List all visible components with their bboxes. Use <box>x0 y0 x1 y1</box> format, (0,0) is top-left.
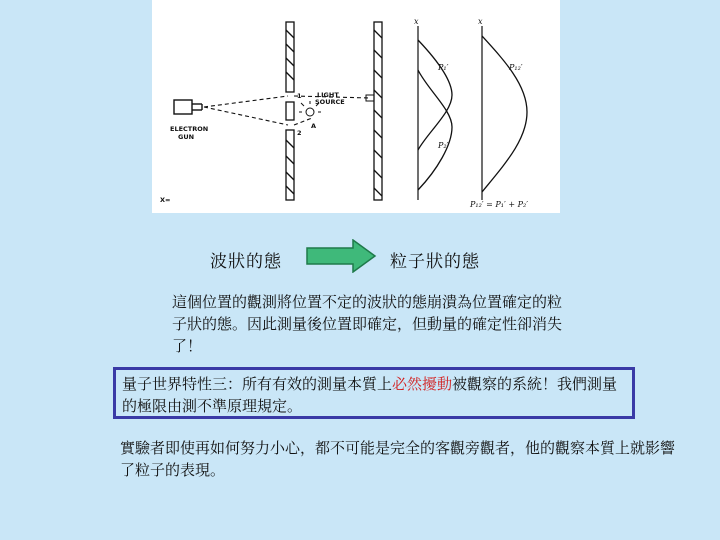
p12-label: P₁₂′ <box>509 63 523 72</box>
wave-state-label: 波狀的態 <box>210 252 282 272</box>
light-source-label: LIGHT <box>317 91 339 99</box>
property-three-after: 被觀察的系統！我們測量的極限由測不準原理規定。 <box>122 375 618 415</box>
observer-paragraph: 實驗者即使再如何努力小心，都不可能是完全的客觀旁觀者，他的觀察本質上就影響了粒子的表現。 <box>120 439 676 479</box>
curve-p2 <box>418 70 452 190</box>
electron-gun-icon <box>174 100 202 114</box>
double-slit-figure <box>152 0 560 213</box>
collapse-paragraph: 這個位置的觀測將位置不定的波狀的態崩潰為位置確定的粒子狀的態。因此測量後位置即確定，但動量的確定性卻消失了！ <box>172 293 563 355</box>
electron-gun-label-2: GUN <box>178 133 195 141</box>
property-three-box <box>113 367 635 419</box>
axis-right-label: x <box>478 17 483 26</box>
curve-p12 <box>482 36 527 192</box>
axis-left-label: x <box>414 17 419 26</box>
particle-state-label: 粒子狀的態 <box>390 252 480 272</box>
slit-1-label: 1 <box>297 92 302 100</box>
property-three-highlight: 必然擾動 <box>392 375 453 393</box>
p1-label: P₁′ <box>438 63 449 72</box>
property-three-before: 量子世界特性三：所有有效的測量本質上 <box>122 375 393 393</box>
right-arrow-icon <box>305 239 377 273</box>
p2-label: P₂′ <box>438 141 449 150</box>
point-a-label: A <box>311 122 317 130</box>
property-three-text <box>122 373 632 417</box>
light-source-label-2: SOURCE <box>315 98 345 106</box>
slit-2-label: 2 <box>297 129 302 137</box>
detection-screen <box>374 22 382 200</box>
equation-label: P₁₂′ = P₁′ + P₂′ <box>470 200 529 209</box>
slit-barrier <box>286 22 294 200</box>
x-axis-label: X= <box>160 196 171 204</box>
electron-gun-label: ELECTRON <box>170 125 209 133</box>
